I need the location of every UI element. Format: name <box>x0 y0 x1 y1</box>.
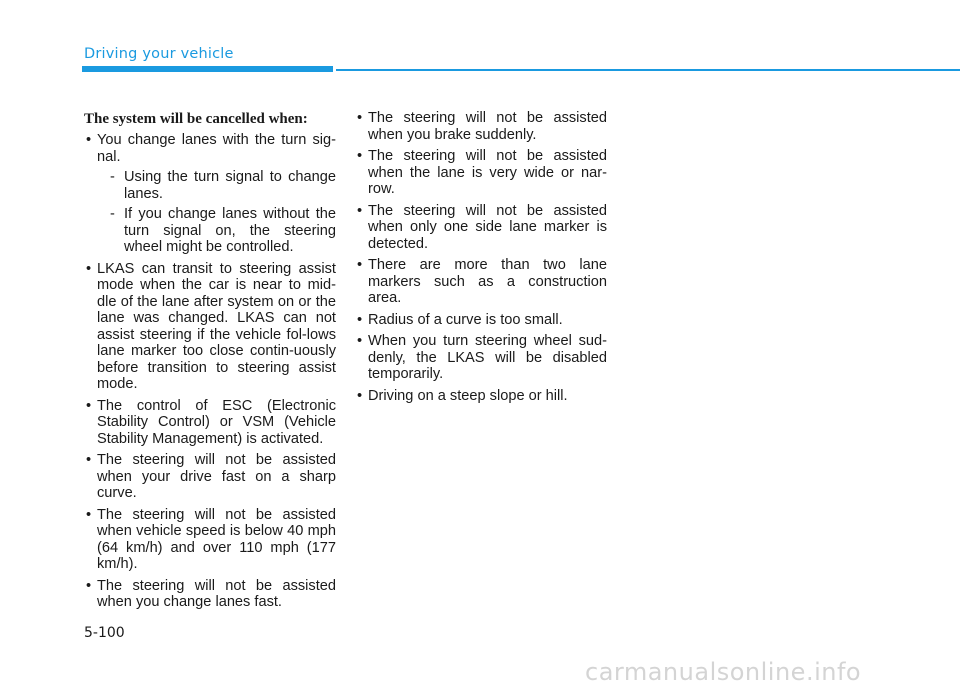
list-item <box>355 148 607 198</box>
watermark-link[interactable]: carmanualsonline.info <box>585 658 862 686</box>
section-header: Driving your vehicle <box>84 46 234 62</box>
header-rule-thick <box>82 66 333 72</box>
list-item <box>84 578 336 611</box>
list-item <box>355 388 607 405</box>
bullet-icon: • <box>357 311 363 328</box>
list-item <box>355 333 607 383</box>
list-item-text: The steering will not be assisted when only one side lane marker is detected. <box>368 202 607 252</box>
bullet-icon: • <box>86 397 92 414</box>
sub-list-item <box>110 206 336 256</box>
list-item-text: There are more than two lane markers such as a construction area. <box>368 257 607 306</box>
list-item-text: LKAS can transit to steering assist mode when the car is near to mid-dle of the lane after system on or the lane was changed. LKAS can not assist steering if the vehicle fol-lows lane marker too close contin-uously before transition to steering assist mode. <box>97 260 336 392</box>
bullet-icon: • <box>86 132 92 148</box>
bullet-icon: • <box>357 148 363 164</box>
list-item <box>84 261 336 393</box>
list-item <box>84 507 336 573</box>
left-column <box>84 110 336 616</box>
cancel-conditions-heading: The system will be cancelled when: <box>84 111 308 127</box>
page-number: 5-100 <box>84 625 125 641</box>
list-item <box>84 132 336 256</box>
bullet-icon: • <box>86 506 92 523</box>
bullet-icon: • <box>357 110 363 126</box>
list-item <box>355 312 607 329</box>
dash-icon: - <box>110 206 115 222</box>
list-item-text: The steering will not be assisted when your drive fast on a sharp curve. <box>97 452 336 501</box>
bullet-icon: • <box>357 202 363 219</box>
sub-list-item <box>110 169 336 202</box>
list-item-text: The steering will not be assisted when the lane is very wide or nar-row. <box>368 148 607 197</box>
bullet-icon: • <box>357 333 363 349</box>
list-item <box>355 203 607 253</box>
dash-icon: - <box>110 169 115 185</box>
list-item <box>84 398 336 448</box>
right-column <box>355 110 607 409</box>
list-item-text: The steering will not be assisted when vehicle speed is below 40 mph (64 km/h) and over 110 mph (177 km/h). <box>97 506 336 572</box>
bullet-icon: • <box>357 257 363 273</box>
list-item-text: Radius of a curve is too small. <box>368 311 563 328</box>
list-item-text: Driving on a steep slope or hill. <box>368 387 568 404</box>
bullet-icon: • <box>86 260 92 277</box>
list-item-text: The steering will not be assisted when you brake suddenly. <box>368 110 607 143</box>
bullet-icon: • <box>86 452 92 468</box>
list-item-text: You change lanes with the turn sig-nal. <box>97 132 336 165</box>
sub-list-item-text: Using the turn signal to change lanes. <box>124 169 336 202</box>
list-item <box>355 110 607 143</box>
list-item-text: The control of ESC (Electronic Stability Control) or VSM (Vehicle Stability Management) is activated. <box>97 397 336 447</box>
list-item-text: When you turn steering wheel sud-denly, the LKAS will be disabled temporarily. <box>368 333 607 382</box>
bullet-icon: • <box>86 577 92 594</box>
list-item <box>84 452 336 502</box>
sub-list-item-text: If you change lanes without the turn signal on, the steering wheel might be controlled. <box>124 206 336 255</box>
header-rule-thin <box>336 69 960 71</box>
list-item <box>355 257 607 307</box>
bullet-icon: • <box>357 387 363 404</box>
list-item-text: The steering will not be assisted when you change lanes fast. <box>97 577 336 610</box>
